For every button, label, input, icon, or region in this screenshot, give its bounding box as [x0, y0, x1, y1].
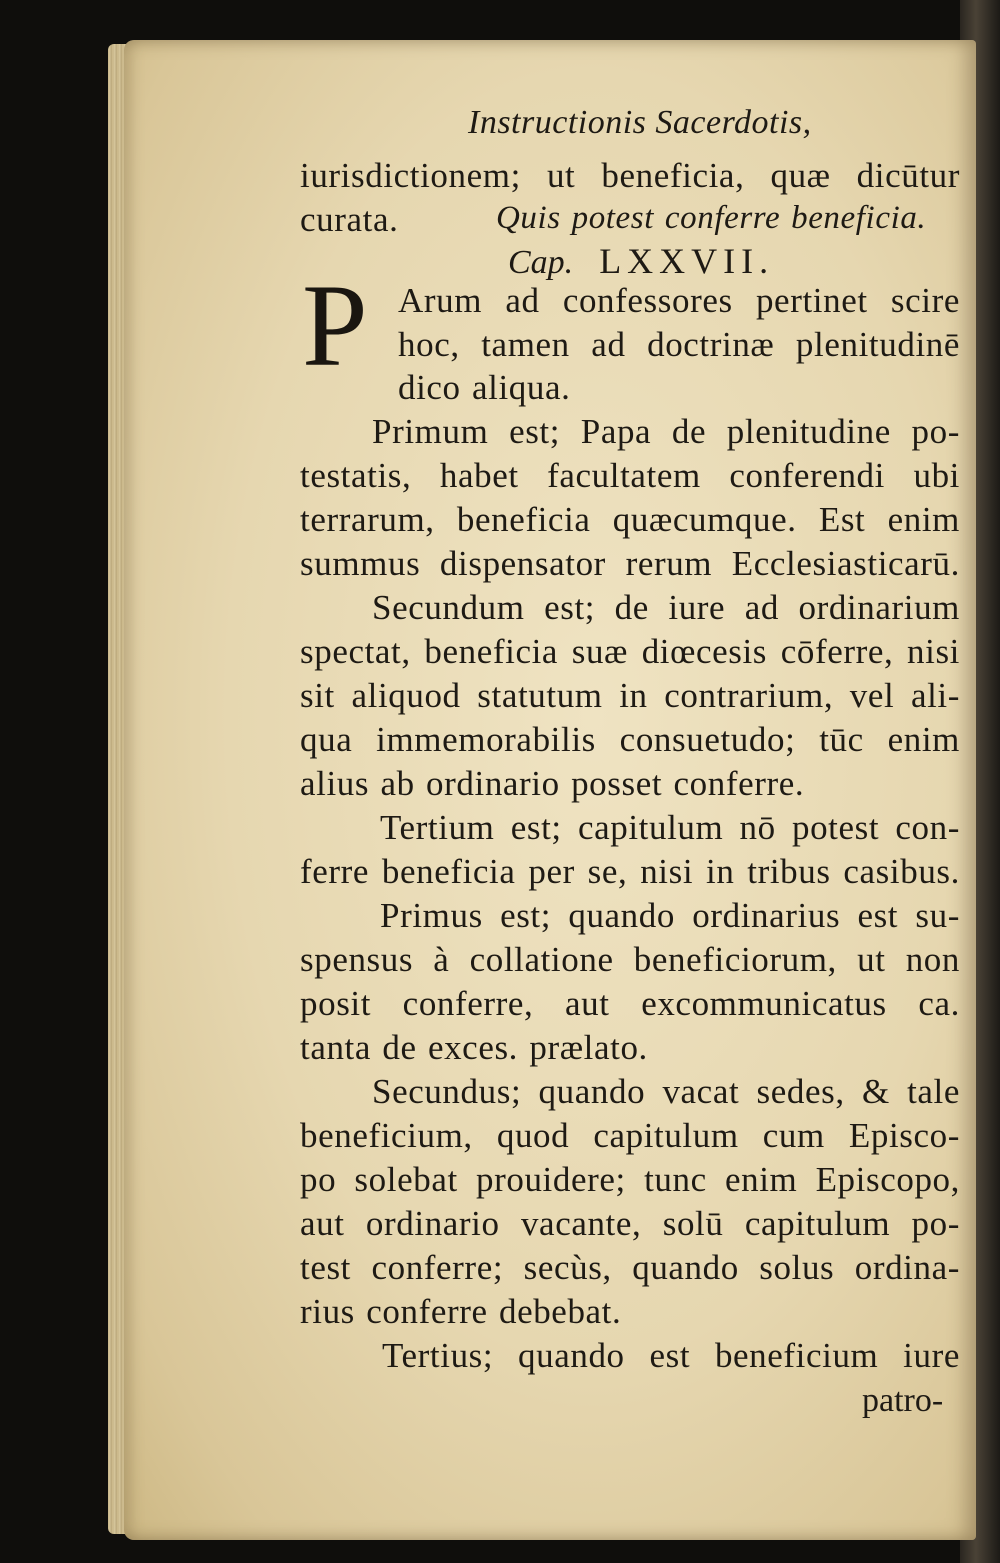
text-line: qua immemorabilis consuetudo; tūc enim [300, 720, 960, 759]
text-line: spensus à collatione beneficiorum, ut non [300, 940, 960, 979]
text-line: Secundum est; de iure ad ordinarium [372, 588, 960, 627]
text-line: sit aliquod statutum in contrarium, vel ali- [300, 676, 960, 715]
text-line: aut ordinario vacante, solū capitulum po- [300, 1204, 960, 1243]
drop-cap: P [302, 260, 368, 391]
text-line: curata. [300, 200, 399, 239]
text-line: testatis, habet facultatem conferendi ubi [300, 456, 960, 495]
text-line: po solebat prouidere; tunc enim Episcopo, [300, 1160, 960, 1199]
text-line: Secundus; quando vacat sedes, & tale [372, 1072, 960, 1111]
text-line: Primus est; quando ordinarius est su- [380, 896, 960, 935]
text-line: Tertium est; capitulum nō potest con- [380, 808, 960, 847]
chapter-number: LXXVII. [599, 241, 775, 281]
text-line: terrarum, beneficia quæcumque. Est enim [300, 500, 960, 539]
catchword: patro- [862, 1382, 944, 1419]
text-line: beneficium, quod capitulum cum Episco- [300, 1116, 960, 1155]
text-line: Primum est; Papa de plenitudine po- [372, 412, 960, 451]
text-line: iurisdictionem; ut beneficia, quæ dicūtur [300, 156, 960, 195]
section-title: Quis potest conferre beneficia. [496, 200, 927, 236]
text-line: test conferre; secùs, quando solus ordina- [300, 1248, 960, 1287]
text-line: alius ab ordinario posset conferre. [300, 764, 805, 803]
text-line: ferre beneficia per se, nisi in tribus casibus. [300, 852, 960, 891]
chapter-heading [508, 240, 774, 282]
text-line: dico aliqua. [398, 368, 571, 407]
text-line: tanta de exces. prælato. [300, 1028, 648, 1067]
text-line: hoc, tamen ad doctrinæ plenitudinē [398, 325, 960, 364]
text-line: Tertius; quando est beneficium iure [382, 1336, 960, 1375]
text-line: posit conferre, aut excommunicatus ca. [300, 984, 960, 1023]
running-head: Instructionis Sacerdotis, [468, 104, 812, 141]
chapter-word: Cap. [508, 244, 574, 281]
text-line: summus dispensator rerum Ecclesiasticarū. [300, 544, 960, 583]
text-line: rius conferre debebat. [300, 1292, 622, 1331]
text-line: spectat, beneficia suæ diœcesis cōferre, nisi [300, 632, 960, 671]
text-line: Arum ad confessores pertinet scire [398, 281, 960, 320]
